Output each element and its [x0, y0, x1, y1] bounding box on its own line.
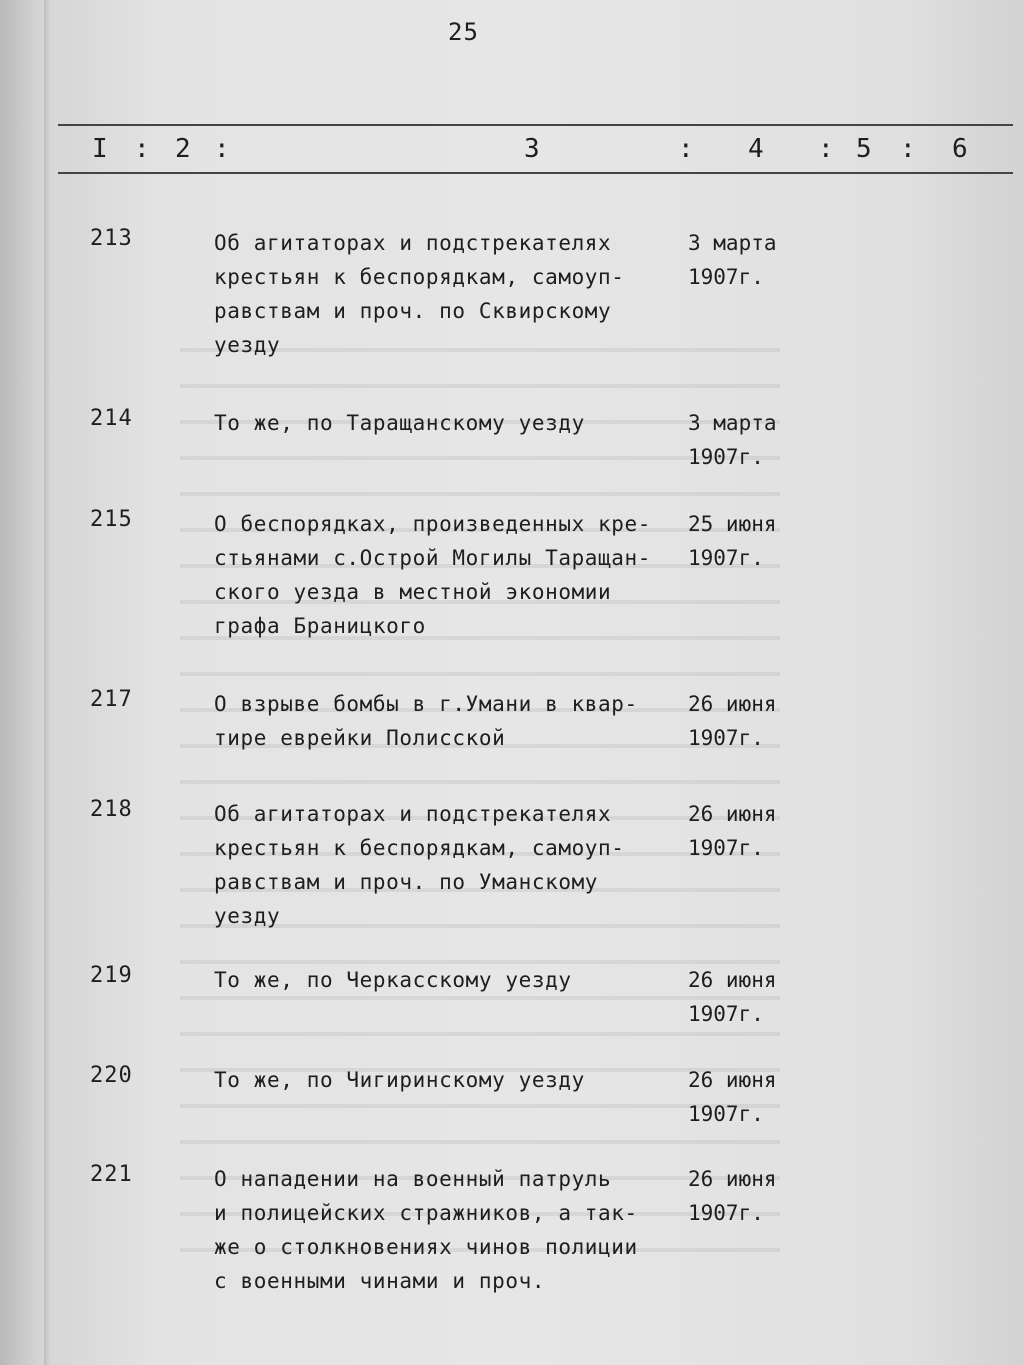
entry-date: 26 июня 1907г.: [688, 1167, 777, 1225]
entry-date: 3 марта 1907г.: [688, 411, 777, 469]
entry-title: О беспорядках, произведенных кре- стьянами с.Острой Могилы Таращан- ского уезда в местной экономии графа Браницкого: [214, 512, 652, 638]
column-header-3: 3: [524, 134, 540, 164]
column-separator: :: [678, 134, 694, 164]
column-header-4: 4: [748, 134, 764, 164]
entry-date: 26 июня 1907г.: [688, 692, 777, 750]
entry-number: 221: [90, 1162, 133, 1187]
header-rule-bottom: [58, 172, 1013, 174]
column-separator: :: [818, 134, 834, 164]
entry-number: 215: [90, 507, 133, 532]
column-header-1: I: [92, 134, 108, 164]
entry-title: Об агитаторах и подстрекателях крестьян к беспорядкам, самоуп- равствам и проч. по Уманскому уезду: [214, 802, 625, 928]
column-header-2: 2: [175, 134, 191, 164]
column-header-5: 5: [856, 134, 872, 164]
entry-date: 26 июня 1907г.: [688, 968, 777, 1026]
column-separator: :: [134, 134, 150, 164]
header-rule-top: [58, 124, 1013, 126]
entry-number: 214: [90, 406, 133, 431]
column-separator: :: [214, 134, 230, 164]
entry-title: О нападении на военный патруль и полицейских стражников, а так- же о столкновениях чинов полиции с военными чинами и проч.: [214, 1167, 638, 1293]
entry-title: Об агитаторах и подстрекателях крестьян к беспорядкам, самоуп- равствам и проч. по Сквирскому уезду: [214, 231, 625, 357]
entry-number: 213: [90, 226, 133, 251]
binding-shadow: [44, 0, 52, 1365]
entry-number: 218: [90, 797, 133, 822]
column-header-6: 6: [952, 134, 968, 164]
entry-date: 26 июня 1907г.: [688, 802, 777, 860]
entry-number: 217: [90, 687, 133, 712]
entry-title: То же, по Таращанскому уезду: [214, 411, 585, 435]
entry-number: 219: [90, 963, 133, 988]
entry-title: О взрыве бомбы в г.Умани в квар- тире еврейки Полисской: [214, 692, 638, 750]
entry-date: 26 июня 1907г.: [688, 1068, 777, 1126]
entry-title: То же, по Черкасскому уезду: [214, 968, 572, 992]
column-separator: :: [900, 134, 916, 164]
entry-date: 3 марта 1907г.: [688, 231, 777, 289]
entry-number: 220: [90, 1063, 133, 1088]
entry-date: 25 июня 1907г.: [688, 512, 777, 570]
entry-title: То же, по Чигиринскому уезду: [214, 1068, 585, 1092]
page-number: 25: [448, 18, 479, 46]
